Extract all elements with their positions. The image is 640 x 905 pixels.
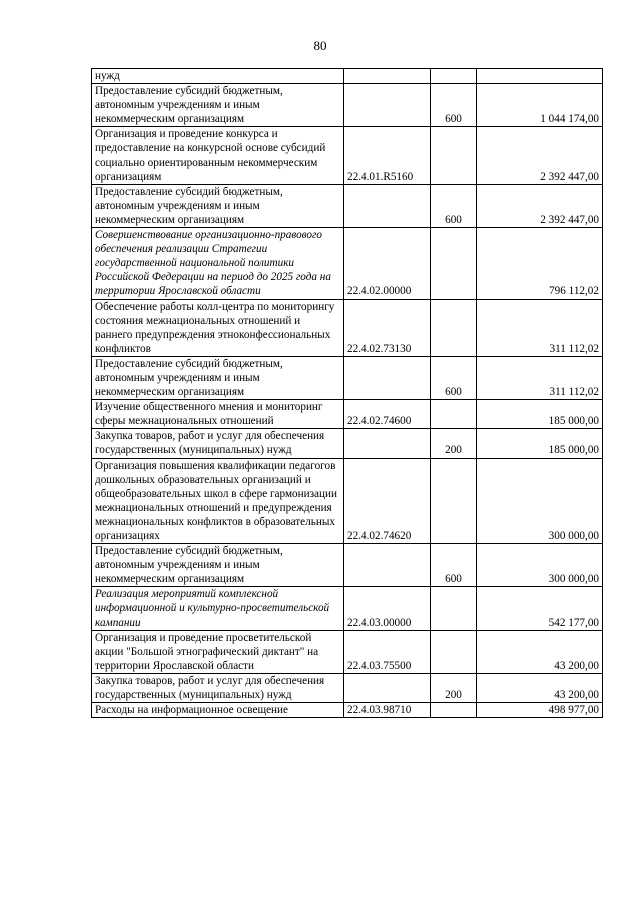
row-name-cell: Организация и проведение просветительской акции "Большой этнографический диктант" на территории Ярославской области (92, 630, 344, 673)
row-sum-cell (477, 69, 603, 84)
budget-table (91, 68, 603, 718)
row-name-cell: Обеспечение работы колл-центра по мониторингу состояния межнациональных отношений и раннего предупреждения этноконфессиональных конфликтов (92, 299, 344, 356)
row-expense-type-cell (431, 587, 477, 630)
row-name-cell: Совершенствование организационно-правового обеспечения реализации Стратегии государственной национальной политики Российской Федерации на период до 2025 года на территории Ярославской области (92, 228, 344, 299)
row-sum-cell: 796 112,02 (477, 228, 603, 299)
table-row (92, 356, 603, 399)
row-code-cell (344, 356, 431, 399)
row-expense-type-cell (431, 69, 477, 84)
row-name-cell: Реализация мероприятий комплексной информационной и культурно-просветительской кампании (92, 587, 344, 630)
row-code-cell: 22.4.03.98710 (344, 703, 431, 718)
row-name-cell: Предоставление субсидий бюджетным, автономным учреждениям и иным некоммерческим организациям (92, 544, 344, 587)
row-code-cell: 22.4.02.74620 (344, 458, 431, 544)
row-sum-cell: 43 200,00 (477, 630, 603, 673)
row-code-cell (344, 84, 431, 127)
table-row (92, 429, 603, 458)
row-name-cell: Организация повышения квалификации педагогов дошкольных образовательных организаций и общеобразовательных школ в сфере гармонизации межнациональных отношений и предупреждения межнациональных конфликтов в образовательных организациях (92, 458, 344, 544)
row-expense-type-cell (431, 400, 477, 429)
row-name-cell: Предоставление субсидий бюджетным, автономным учреждениям и иным некоммерческим организациям (92, 184, 344, 227)
row-code-cell: 22.4.02.00000 (344, 228, 431, 299)
table-row (92, 458, 603, 544)
row-code-cell: 22.4.02.73130 (344, 299, 431, 356)
row-expense-type-cell (431, 127, 477, 184)
row-sum-cell: 185 000,00 (477, 400, 603, 429)
row-expense-type-cell (431, 458, 477, 544)
row-expense-type-cell: 600 (431, 184, 477, 227)
row-sum-cell: 300 000,00 (477, 458, 603, 544)
row-code-cell (344, 184, 431, 227)
row-sum-cell: 1 044 174,00 (477, 84, 603, 127)
row-expense-type-cell: 200 (431, 673, 477, 702)
row-name-cell: Предоставление субсидий бюджетным, автономным учреждениям и иным некоммерческим организациям (92, 356, 344, 399)
row-code-cell (344, 429, 431, 458)
row-sum-cell: 300 000,00 (477, 544, 603, 587)
table-row (92, 228, 603, 299)
row-sum-cell: 311 112,02 (477, 299, 603, 356)
table-row (92, 400, 603, 429)
row-expense-type-cell (431, 299, 477, 356)
table-row (92, 69, 603, 84)
row-expense-type-cell (431, 703, 477, 718)
row-name-cell: нужд (92, 69, 344, 84)
table-row (92, 84, 603, 127)
row-name-cell: Закупка товаров, работ и услуг для обеспечения государственных (муниципальных) нужд (92, 429, 344, 458)
table-row (92, 544, 603, 587)
row-code-cell: 22.4.02.74600 (344, 400, 431, 429)
row-sum-cell: 2 392 447,00 (477, 127, 603, 184)
row-code-cell: 22.4.03.75500 (344, 630, 431, 673)
row-expense-type-cell: 200 (431, 429, 477, 458)
page-number: 80 (313, 38, 327, 53)
row-code-cell (344, 673, 431, 702)
row-expense-type-cell (431, 630, 477, 673)
row-code-cell: 22.4.01.R5160 (344, 127, 431, 184)
table-row (92, 184, 603, 227)
row-sum-cell: 542 177,00 (477, 587, 603, 630)
row-name-cell: Изучение общественного мнения и мониторинг сферы межнациональных отношений (92, 400, 344, 429)
row-sum-cell: 43 200,00 (477, 673, 603, 702)
table-row (92, 127, 603, 184)
table-row (92, 630, 603, 673)
row-name-cell: Предоставление субсидий бюджетным, автономным учреждениям и иным некоммерческим организациям (92, 84, 344, 127)
table-row (92, 587, 603, 630)
row-code-cell (344, 544, 431, 587)
row-expense-type-cell (431, 228, 477, 299)
row-name-cell: Закупка товаров, работ и услуг для обеспечения государственных (муниципальных) нужд (92, 673, 344, 702)
row-code-cell: 22.4.03.00000 (344, 587, 431, 630)
row-sum-cell: 311 112,02 (477, 356, 603, 399)
table-row (92, 299, 603, 356)
table-row (92, 673, 603, 702)
row-expense-type-cell: 600 (431, 544, 477, 587)
row-sum-cell: 498 977,00 (477, 703, 603, 718)
row-code-cell (344, 69, 431, 84)
row-name-cell: Организация и проведение конкурса и предоставление на конкурсной основе субсидий социально ориентированным некоммерческим организациям (92, 127, 344, 184)
row-sum-cell: 185 000,00 (477, 429, 603, 458)
row-name-cell: Расходы на информационное освещение (92, 703, 344, 718)
row-expense-type-cell: 600 (431, 356, 477, 399)
row-sum-cell: 2 392 447,00 (477, 184, 603, 227)
row-expense-type-cell: 600 (431, 84, 477, 127)
table-row (92, 703, 603, 718)
